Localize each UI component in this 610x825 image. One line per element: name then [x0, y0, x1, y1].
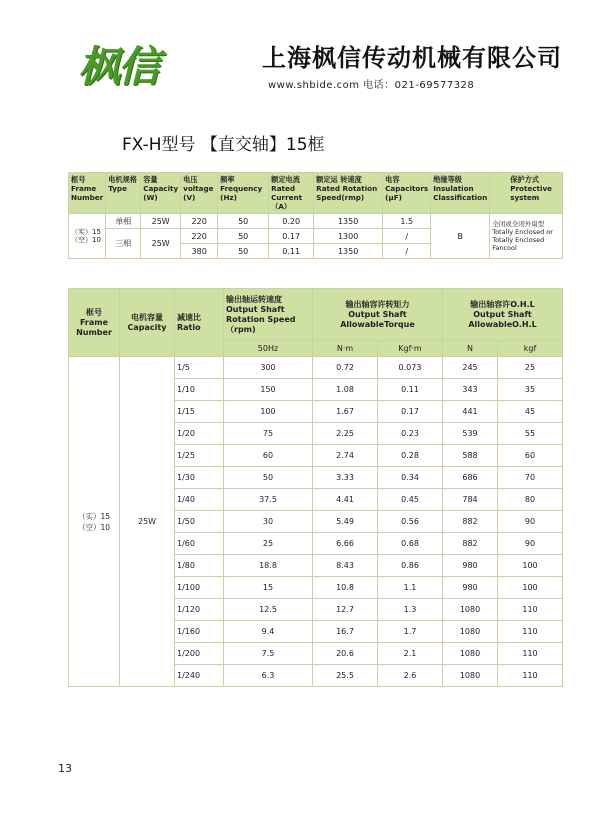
- torque-kgfm-cell: 0.28: [378, 445, 443, 467]
- ohl-kgf-cell: 100: [498, 577, 563, 599]
- torque-kgfm-cell: 0.34: [378, 467, 443, 489]
- ohl-kgf-cell: 45: [498, 401, 563, 423]
- speed-cell: 9.4: [224, 621, 313, 643]
- torque-nm-cell: 25.5: [313, 665, 378, 687]
- gear-capacity: 25W: [120, 357, 175, 687]
- frequency-cell: 50: [218, 244, 269, 259]
- motor-row: [69, 214, 563, 229]
- torque-kgfm-cell: 0.23: [378, 423, 443, 445]
- capacitor-cell: 1.5: [383, 214, 431, 229]
- ratio-cell: 1/60: [175, 533, 224, 555]
- torque-nm-cell: 2.74: [313, 445, 378, 467]
- ratio-cell: 1/5: [175, 357, 224, 379]
- capacity-single: 25W: [141, 214, 181, 229]
- torque-kgfm-cell: 0.073: [378, 357, 443, 379]
- torque-nm-cell: 20.6: [313, 643, 378, 665]
- unit-nm: N·m: [313, 341, 378, 357]
- capacitor-cell: /: [383, 229, 431, 244]
- gear-header-frame: 框号 Frame Number: [69, 289, 120, 357]
- motor-spec-table: [68, 172, 563, 259]
- speed-cell: 6.3: [224, 665, 313, 687]
- torque-nm-cell: 12.7: [313, 599, 378, 621]
- gear-header-capacity: 电机容量 Capacity: [120, 289, 175, 357]
- ohl-kgf-cell: 110: [498, 621, 563, 643]
- gear-header-speed: 输出轴运转速度 Output Shaft Rotation Speed （rpm): [224, 289, 313, 341]
- ohl-n-cell: 980: [443, 577, 498, 599]
- torque-kgfm-cell: 0.45: [378, 489, 443, 511]
- brand-logo: 枫信: [78, 42, 159, 91]
- speed-cell: 25: [224, 533, 313, 555]
- ohl-n-cell: 539: [443, 423, 498, 445]
- ohl-kgf-cell: 90: [498, 511, 563, 533]
- ohl-kgf-cell: 70: [498, 467, 563, 489]
- torque-nm-cell: 4.41: [313, 489, 378, 511]
- header-speed: 额定运 转速度 Rated Rotation Speed(rmp): [314, 173, 383, 214]
- type-three: 三相: [106, 229, 141, 259]
- torque-kgfm-cell: 1.3: [378, 599, 443, 621]
- unit-kgfm: Kgf·m: [378, 341, 443, 357]
- header-frame: 框号 Frame Number: [69, 173, 106, 214]
- ratio-cell: 1/240: [175, 665, 224, 687]
- header-protection: 保护方式 Protective system: [490, 173, 563, 214]
- speed-cell: 18.8: [224, 555, 313, 577]
- current-cell: 0.20: [269, 214, 314, 229]
- torque-nm-cell: 16.7: [313, 621, 378, 643]
- company-name: 上海枫信传动机械有限公司: [262, 44, 562, 72]
- torque-kgfm-cell: 0.11: [378, 379, 443, 401]
- header-capacity: 容量 Capacity (W): [141, 173, 181, 214]
- speed-cell: 50: [224, 467, 313, 489]
- voltage-cell: 220: [181, 229, 218, 244]
- ohl-kgf-cell: 55: [498, 423, 563, 445]
- speed-cell: 1350: [314, 244, 383, 259]
- ohl-kgf-cell: 100: [498, 555, 563, 577]
- motor-frame: （实）15 （空）10: [69, 214, 106, 259]
- gear-header-row: [69, 289, 563, 341]
- ohl-n-cell: 441: [443, 401, 498, 423]
- torque-kgfm-cell: 2.6: [378, 665, 443, 687]
- speed-cell: 37.5: [224, 489, 313, 511]
- torque-kgfm-cell: 0.56: [378, 511, 443, 533]
- ratio-cell: 1/15: [175, 401, 224, 423]
- torque-nm-cell: 0.72: [313, 357, 378, 379]
- gear-output-table: [68, 288, 563, 687]
- ratio-cell: 1/25: [175, 445, 224, 467]
- ohl-n-cell: 882: [443, 533, 498, 555]
- torque-kgfm-cell: 0.86: [378, 555, 443, 577]
- speed-cell: 1300: [314, 229, 383, 244]
- gear-frame: （实）15 （空）10: [69, 357, 120, 687]
- speed-cell: 150: [224, 379, 313, 401]
- ratio-cell: 1/80: [175, 555, 224, 577]
- ohl-n-cell: 686: [443, 467, 498, 489]
- ohl-n-cell: 1080: [443, 665, 498, 687]
- capacitor-cell: /: [383, 244, 431, 259]
- ohl-kgf-cell: 110: [498, 599, 563, 621]
- ratio-cell: 1/160: [175, 621, 224, 643]
- header-frequency: 频率 Frequency (Hz): [218, 173, 269, 214]
- ohl-n-cell: 1080: [443, 643, 498, 665]
- torque-kgfm-cell: 0.17: [378, 401, 443, 423]
- ohl-n-cell: 980: [443, 555, 498, 577]
- ratio-cell: 1/120: [175, 599, 224, 621]
- ohl-n-cell: 1080: [443, 621, 498, 643]
- ohl-kgf-cell: 60: [498, 445, 563, 467]
- ratio-cell: 1/100: [175, 577, 224, 599]
- speed-cell: 12.5: [224, 599, 313, 621]
- torque-nm-cell: 8.43: [313, 555, 378, 577]
- speed-cell: 60: [224, 445, 313, 467]
- table-row: [69, 357, 563, 379]
- ratio-cell: 1/10: [175, 379, 224, 401]
- speed-cell: 1350: [314, 214, 383, 229]
- torque-nm-cell: 1.67: [313, 401, 378, 423]
- protection-system: 全闭或全闭外扇型 Totally Enclosed or Totally Enclosed Fancool: [490, 214, 563, 259]
- ohl-kgf-cell: 80: [498, 489, 563, 511]
- current-cell: 0.11: [269, 244, 314, 259]
- torque-nm-cell: 5.49: [313, 511, 378, 533]
- speed-cell: 15: [224, 577, 313, 599]
- gear-table-body: [69, 357, 563, 687]
- speed-cell: 300: [224, 357, 313, 379]
- ohl-n-cell: 784: [443, 489, 498, 511]
- page-number: 13: [58, 762, 72, 775]
- ratio-cell: 1/40: [175, 489, 224, 511]
- gear-header-ratio: 减速比 Ratio: [175, 289, 224, 357]
- ohl-kgf-cell: 110: [498, 665, 563, 687]
- unit-hz: 50Hz: [224, 341, 313, 357]
- motor-header-row: [69, 173, 563, 214]
- frequency-cell: 50: [218, 214, 269, 229]
- torque-nm-cell: 2.25: [313, 423, 378, 445]
- torque-kgfm-cell: 1.7: [378, 621, 443, 643]
- speed-cell: 7.5: [224, 643, 313, 665]
- torque-kgfm-cell: 2.1: [378, 643, 443, 665]
- ratio-cell: 1/30: [175, 467, 224, 489]
- ohl-n-cell: 882: [443, 511, 498, 533]
- ratio-cell: 1/50: [175, 511, 224, 533]
- torque-nm-cell: 6.66: [313, 533, 378, 555]
- torque-nm-cell: 10.8: [313, 577, 378, 599]
- ratio-cell: 1/200: [175, 643, 224, 665]
- capacity-three: 25W: [141, 229, 181, 259]
- ohl-n-cell: 245: [443, 357, 498, 379]
- type-single: 单相: [106, 214, 141, 229]
- ohl-kgf-cell: 90: [498, 533, 563, 555]
- gear-header-torque: 输出轴容许转矩力 Output Shaft AllowableTorque: [313, 289, 443, 341]
- unit-kgf: kgf: [498, 341, 563, 357]
- page-title: FX-H型号 【直交轴】15框: [122, 135, 325, 155]
- header-current: 额定电流 Rated Current （A）: [269, 173, 314, 214]
- ohl-n-cell: 588: [443, 445, 498, 467]
- speed-cell: 100: [224, 401, 313, 423]
- voltage-cell: 220: [181, 214, 218, 229]
- contact-line: www.shbide.com 电话：021-69577328: [268, 80, 475, 91]
- ohl-n-cell: 1080: [443, 599, 498, 621]
- gear-header-ohl: 输出轴容许O.H.L Output Shaft AllowableO.H.L: [443, 289, 563, 341]
- header-capacitors: 电容 Capacitors (μF): [383, 173, 431, 214]
- unit-n: N: [443, 341, 498, 357]
- speed-cell: 30: [224, 511, 313, 533]
- torque-nm-cell: 3.33: [313, 467, 378, 489]
- voltage-cell: 380: [181, 244, 218, 259]
- torque-kgfm-cell: 1.1: [378, 577, 443, 599]
- torque-nm-cell: 1.08: [313, 379, 378, 401]
- ohl-kgf-cell: 110: [498, 643, 563, 665]
- current-cell: 0.17: [269, 229, 314, 244]
- ohl-n-cell: 343: [443, 379, 498, 401]
- frequency-cell: 50: [218, 229, 269, 244]
- ohl-kgf-cell: 35: [498, 379, 563, 401]
- ratio-cell: 1/20: [175, 423, 224, 445]
- ohl-kgf-cell: 25: [498, 357, 563, 379]
- speed-cell: 75: [224, 423, 313, 445]
- torque-kgfm-cell: 0.68: [378, 533, 443, 555]
- header-voltage: 电压 voltage (V): [181, 173, 218, 214]
- header-insulation: 绝缘等级 Insulation Classification: [431, 173, 490, 214]
- header-type: 电机规格 Type: [106, 173, 141, 214]
- insulation-class: B: [431, 214, 490, 259]
